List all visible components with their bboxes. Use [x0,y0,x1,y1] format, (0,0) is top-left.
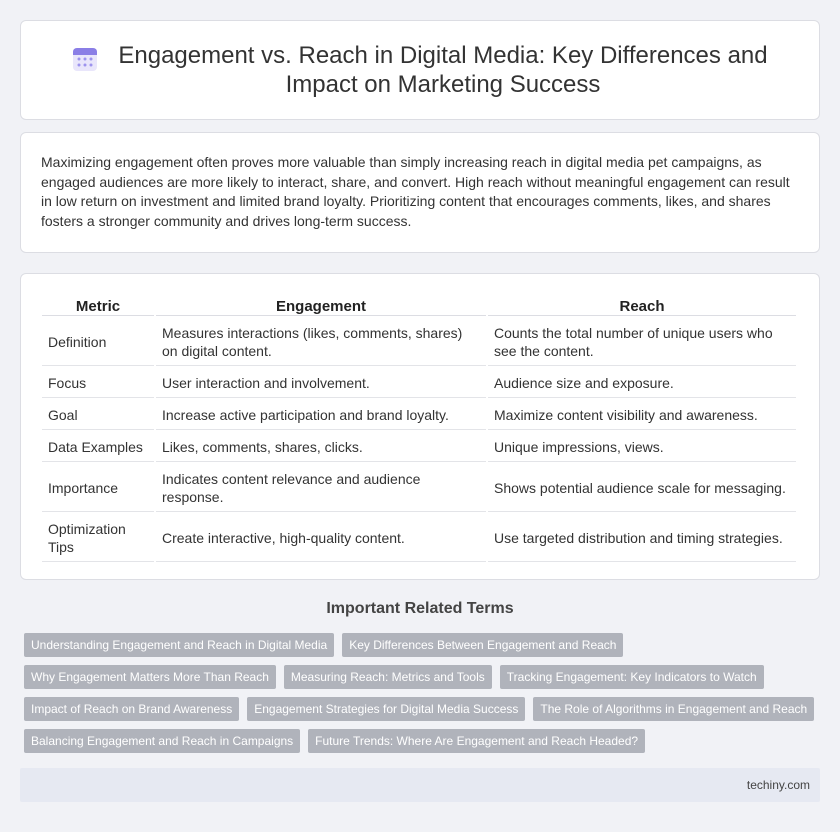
table-header-row [42,292,796,316]
title-card [20,20,820,120]
related-term-link[interactable]: Measuring Reach: Metrics and Tools [284,665,492,689]
table-row [42,318,796,366]
comparison-table [40,290,798,564]
header-engagement: Engagement [156,292,486,316]
engagement-cell: Create interactive, high-quality content. [156,514,486,562]
metric-cell: Definition [42,318,154,366]
intro-card [20,132,820,253]
reach-cell: Maximize content visibility and awareness. [488,400,796,430]
related-term-link[interactable]: Why Engagement Matters More Than Reach [24,665,276,689]
header-reach: Reach [488,292,796,316]
related-term-link[interactable]: Tracking Engagement: Key Indicators to Watch [500,665,764,689]
reach-cell: Counts the total number of unique users who see the content. [488,318,796,366]
table-row [42,464,796,512]
footer-site-link[interactable]: techiny.com [746,778,810,792]
engagement-cell: Measures interactions (likes, comments, shares) on digital content. [156,318,486,366]
related-terms-row [24,633,824,657]
related-terms-heading: Important Related Terms [326,600,514,617]
related-terms-list [24,633,824,761]
related-term-link[interactable]: Key Differences Between Engagement and Reach [342,633,623,657]
engagement-cell: Indicates content relevance and audience response. [156,464,486,512]
table-row [42,432,796,462]
engagement-cell: Likes, comments, shares, clicks. [156,432,486,462]
title-wrap [60,41,780,99]
table-row [42,400,796,430]
metric-cell: Focus [42,368,154,398]
metric-cell: Goal [42,400,154,430]
related-term-link[interactable]: Engagement Strategies for Digital Media Success [247,697,525,721]
related-term-link[interactable]: Impact of Reach on Brand Awareness [24,697,239,721]
footer [20,768,820,802]
metric-cell: Importance [42,464,154,512]
metric-cell: Data Examples [42,432,154,462]
engagement-cell: Increase active participation and brand loyalty. [156,400,486,430]
table-row [42,368,796,398]
engagement-cell: User interaction and involvement. [156,368,486,398]
related-term-link[interactable]: Future Trends: Where Are Engagement and Reach Headed? [308,729,645,753]
related-term-link[interactable]: The Role of Algorithms in Engagement and Reach [533,697,814,721]
reach-cell: Audience size and exposure. [488,368,796,398]
page-title: Engagement vs. Reach in Digital Media: Key Differences and Impact on Marketing Success [118,42,768,98]
table-row [42,514,796,562]
metric-cell: Optimization Tips [42,514,154,562]
header-metric: Metric [42,292,154,316]
reach-cell: Shows potential audience scale for messaging. [488,464,796,512]
intro-paragraph: Maximizing engagement often proves more valuable than simply increasing reach in digital media pet campaigns, as engaged audiences are more likely to interact, share, and convert. High reach without meaningful engagement can result in low return on investment and limited brand loyalty. Prioritizing content that encourages comments, likes, and shares fosters a stronger community and drives long-term success. [41,154,790,229]
related-terms-row [24,697,824,721]
reach-cell: Use targeted distribution and timing strategies. [488,514,796,562]
related-term-link[interactable]: Understanding Engagement and Reach in Digital Media [24,633,334,657]
related-terms-row [24,665,824,689]
comparison-table-card [20,273,820,580]
related-term-link[interactable]: Balancing Engagement and Reach in Campaigns [24,729,300,753]
calendar-icon [72,46,98,72]
related-terms-row [24,729,824,753]
reach-cell: Unique impressions, views. [488,432,796,462]
